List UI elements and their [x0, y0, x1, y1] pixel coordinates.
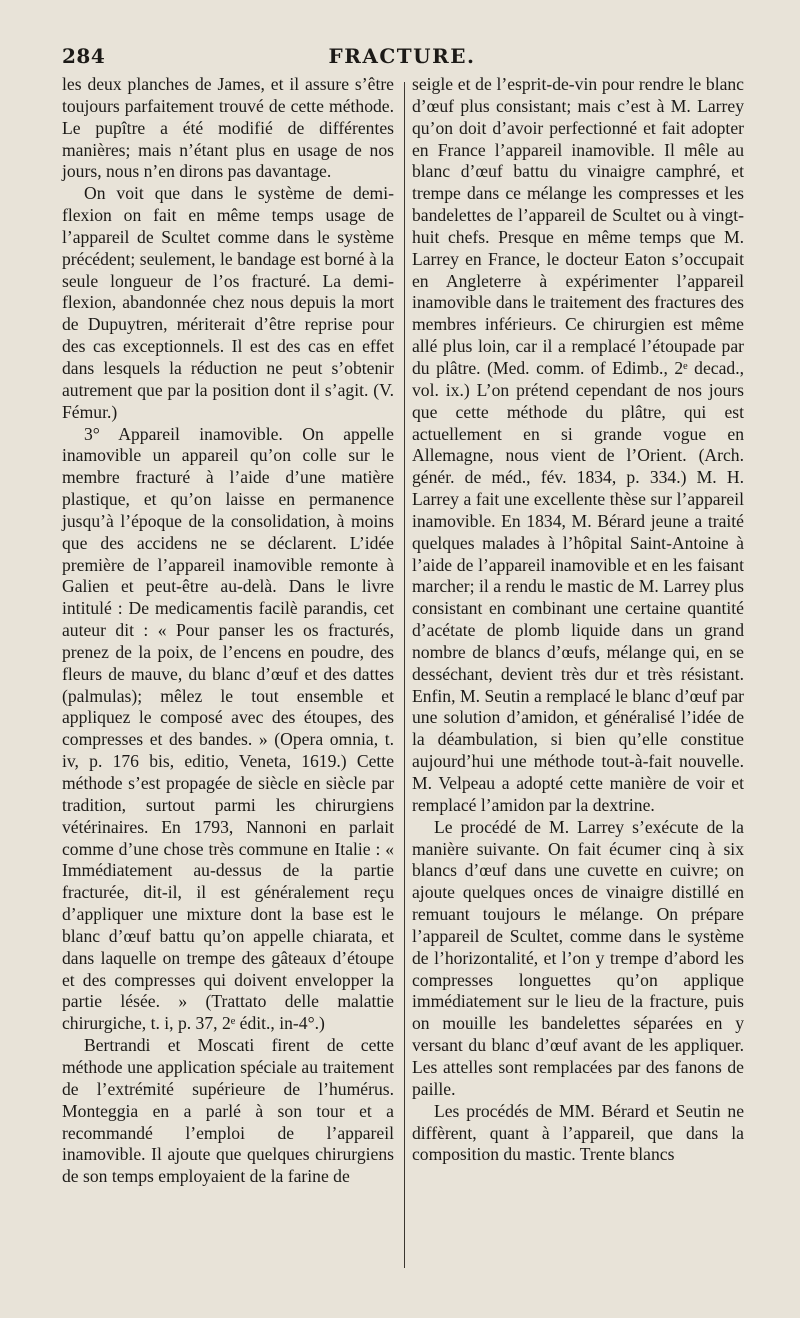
left-column — [62, 74, 394, 1188]
paragraph: les deux planches de James, et il assure s’être toujours parfaitement trouvé de cette méthode. Le pupître a été modifié de différentes manières; mais n’étant plus en usage de nos jours, nous n’en dirons pas davantage. — [62, 74, 394, 182]
right-column — [412, 74, 744, 1166]
running-title: FRACTURE. — [328, 44, 476, 68]
paragraph: Le procédé de M. Larrey s’exécute de la manière suivante. On fait écumer cinq à six blancs d’œuf dans une cuvette en cuivre; on ajoute quelques onces de vinaigre distillé en remuant toujours le mélange. On prépare l’appareil de Scultet, comme dans le système de l’horizontalité, et l’on y trempe d’abord les compresses longuettes qu’on applique immédiatement sur le lieu de la fracture, puis on mouille les bandelettes séparées en y versant du blanc d’œuf avant de les appliquer. Les attelles sont remplacées par des fanons de paille. — [412, 816, 744, 1099]
paragraph: On voit que dans le système de demi-flexion on fait en même temps usage de l’appareil de Scultet comme dans le système précédent; seulement, le bandage est borné à la seule longueur de l’os fracturé. La demi-flexion, abandonnée chez nous depuis la mort de Dupuytren, mériterait d’être reprise pour des cas exceptionnels. Il est des cas en effet dans lesquels la réduction ne peut s’obtenir autrement que par la position dont il s’agit. (V. Fémur.) — [62, 183, 394, 422]
paragraph: seigle et de l’esprit-de-vin pour rendre le blanc d’œuf plus consistant; mais c’est à M. Larrey qu’on doit d’avoir perfectionné et fait adopter en France l’appareil inamovible. Il mêle au blanc d’œuf battu du vinaigre camphré, et trempe dans ce mélange les compresses et les bandelettes de l’appareil de Scultet ou à vingt-huit chefs. Presque en même temps que M. Larrey en France, le docteur Eaton s’occupait en Angleterre à expérimenter l’appareil inamovible dans le traitement des fractures des membres inférieurs. Ce chirurgien est même allé plus loin, car il a remplacé l’étoupade par du plâtre. (Med. comm. of Edimb., 2ᵉ decad., vol. ix.) L’on prétend cependant de nos jours que cette méthode du plâtre, qui est actuellement en si grande vogue en Allemagne, nous vient de l’Orient. (Arch. génér. de méd., fév. 1834, p. 334.) M. H. Larrey a fait une excellente thèse sur l’appareil inamovible. En 1834, M. Bérard jeune a traité quelques malades à l’hôpital Saint-Antoine à l’aide de l’appareil inamovible et en les faisant marcher; il a rendu le mastic de M. Larrey plus consistant en combinant une certaine quantité d’acétate de plomb liquide dans un grand nombre de blancs d’œufs, mélange qui, en se desséchant, devient très dur et très résistant. Enfin, M. Seutin a remplacé le blanc d’œuf par une solution d’amidon, et généralisé l’idée de la déambulation, si bien qu’elle constitue aujourd’hui une méthode tout-à-fait nouvelle. M. Velpeau a adopté cette manière de voir et remplacé l’amidon par la dextrine. — [412, 74, 744, 815]
paragraph: 3° Appareil inamovible. On appelle inamovible un appareil qu’on colle sur le membre fracturé à l’aide d’une matière plastique, et qu’on laisse en permanence jusqu’à l’époque de la consolidation, à moins que des accidens ne se déclarent. L’idée première de l’appareil inamovible remonte à Galien et peut-être au-delà. Dans le livre intitulé : De medicamentis facilè parandis, cet auteur dit : « Pour panser les os fracturés, prenez de la poix, de l’encens en poudre, des fleurs de mauve, du blanc d’œuf et des dattes (palmulas); mêlez le tout ensemble et appliquez le composé avec des étoupes, des compresses et des bandes. » (Opera omnia, t. iv, p. 176 bis, editio, Veneta, 1619.) Cette méthode s’est propagée de siècle en siècle par tradition, surtout parmi les chirurgiens vétérinaires. En 1793, Nannoni en parlait comme d’une chose très commune en Italie : « Immédiatement au-dessus de la partie fracturée, dit-il, il est généralement reçu d’appliquer une mixture dont la base est le blanc d’œuf battu qu’on appelle chiarata, et dans laquelle on trempe des gâteaux d’étoupe et des compresses qui doivent envelopper la partie lésée. » (Trattato delle malattie chirurgiche, t. i, p. 37, 2ᵉ édit., in-4°.) — [62, 423, 394, 1034]
page-number: 284 — [62, 44, 106, 68]
paragraph: Les procédés de MM. Bérard et Seutin ne diffèrent, quant à l’appareil, que dans la composition du mastic. Trente blancs — [412, 1100, 744, 1165]
page-header — [62, 44, 742, 74]
column-divider — [404, 82, 405, 1268]
paragraph: Bertrandi et Moscati firent de cette méthode une application spéciale au traitement de l’extrémité supérieure de l’humérus. Monteggia en a parlé à son tour et a recommandé l’emploi de l’appareil inamovible. Il ajoute que quelques chirurgiens de son temps employaient de la farine de — [62, 1035, 394, 1187]
